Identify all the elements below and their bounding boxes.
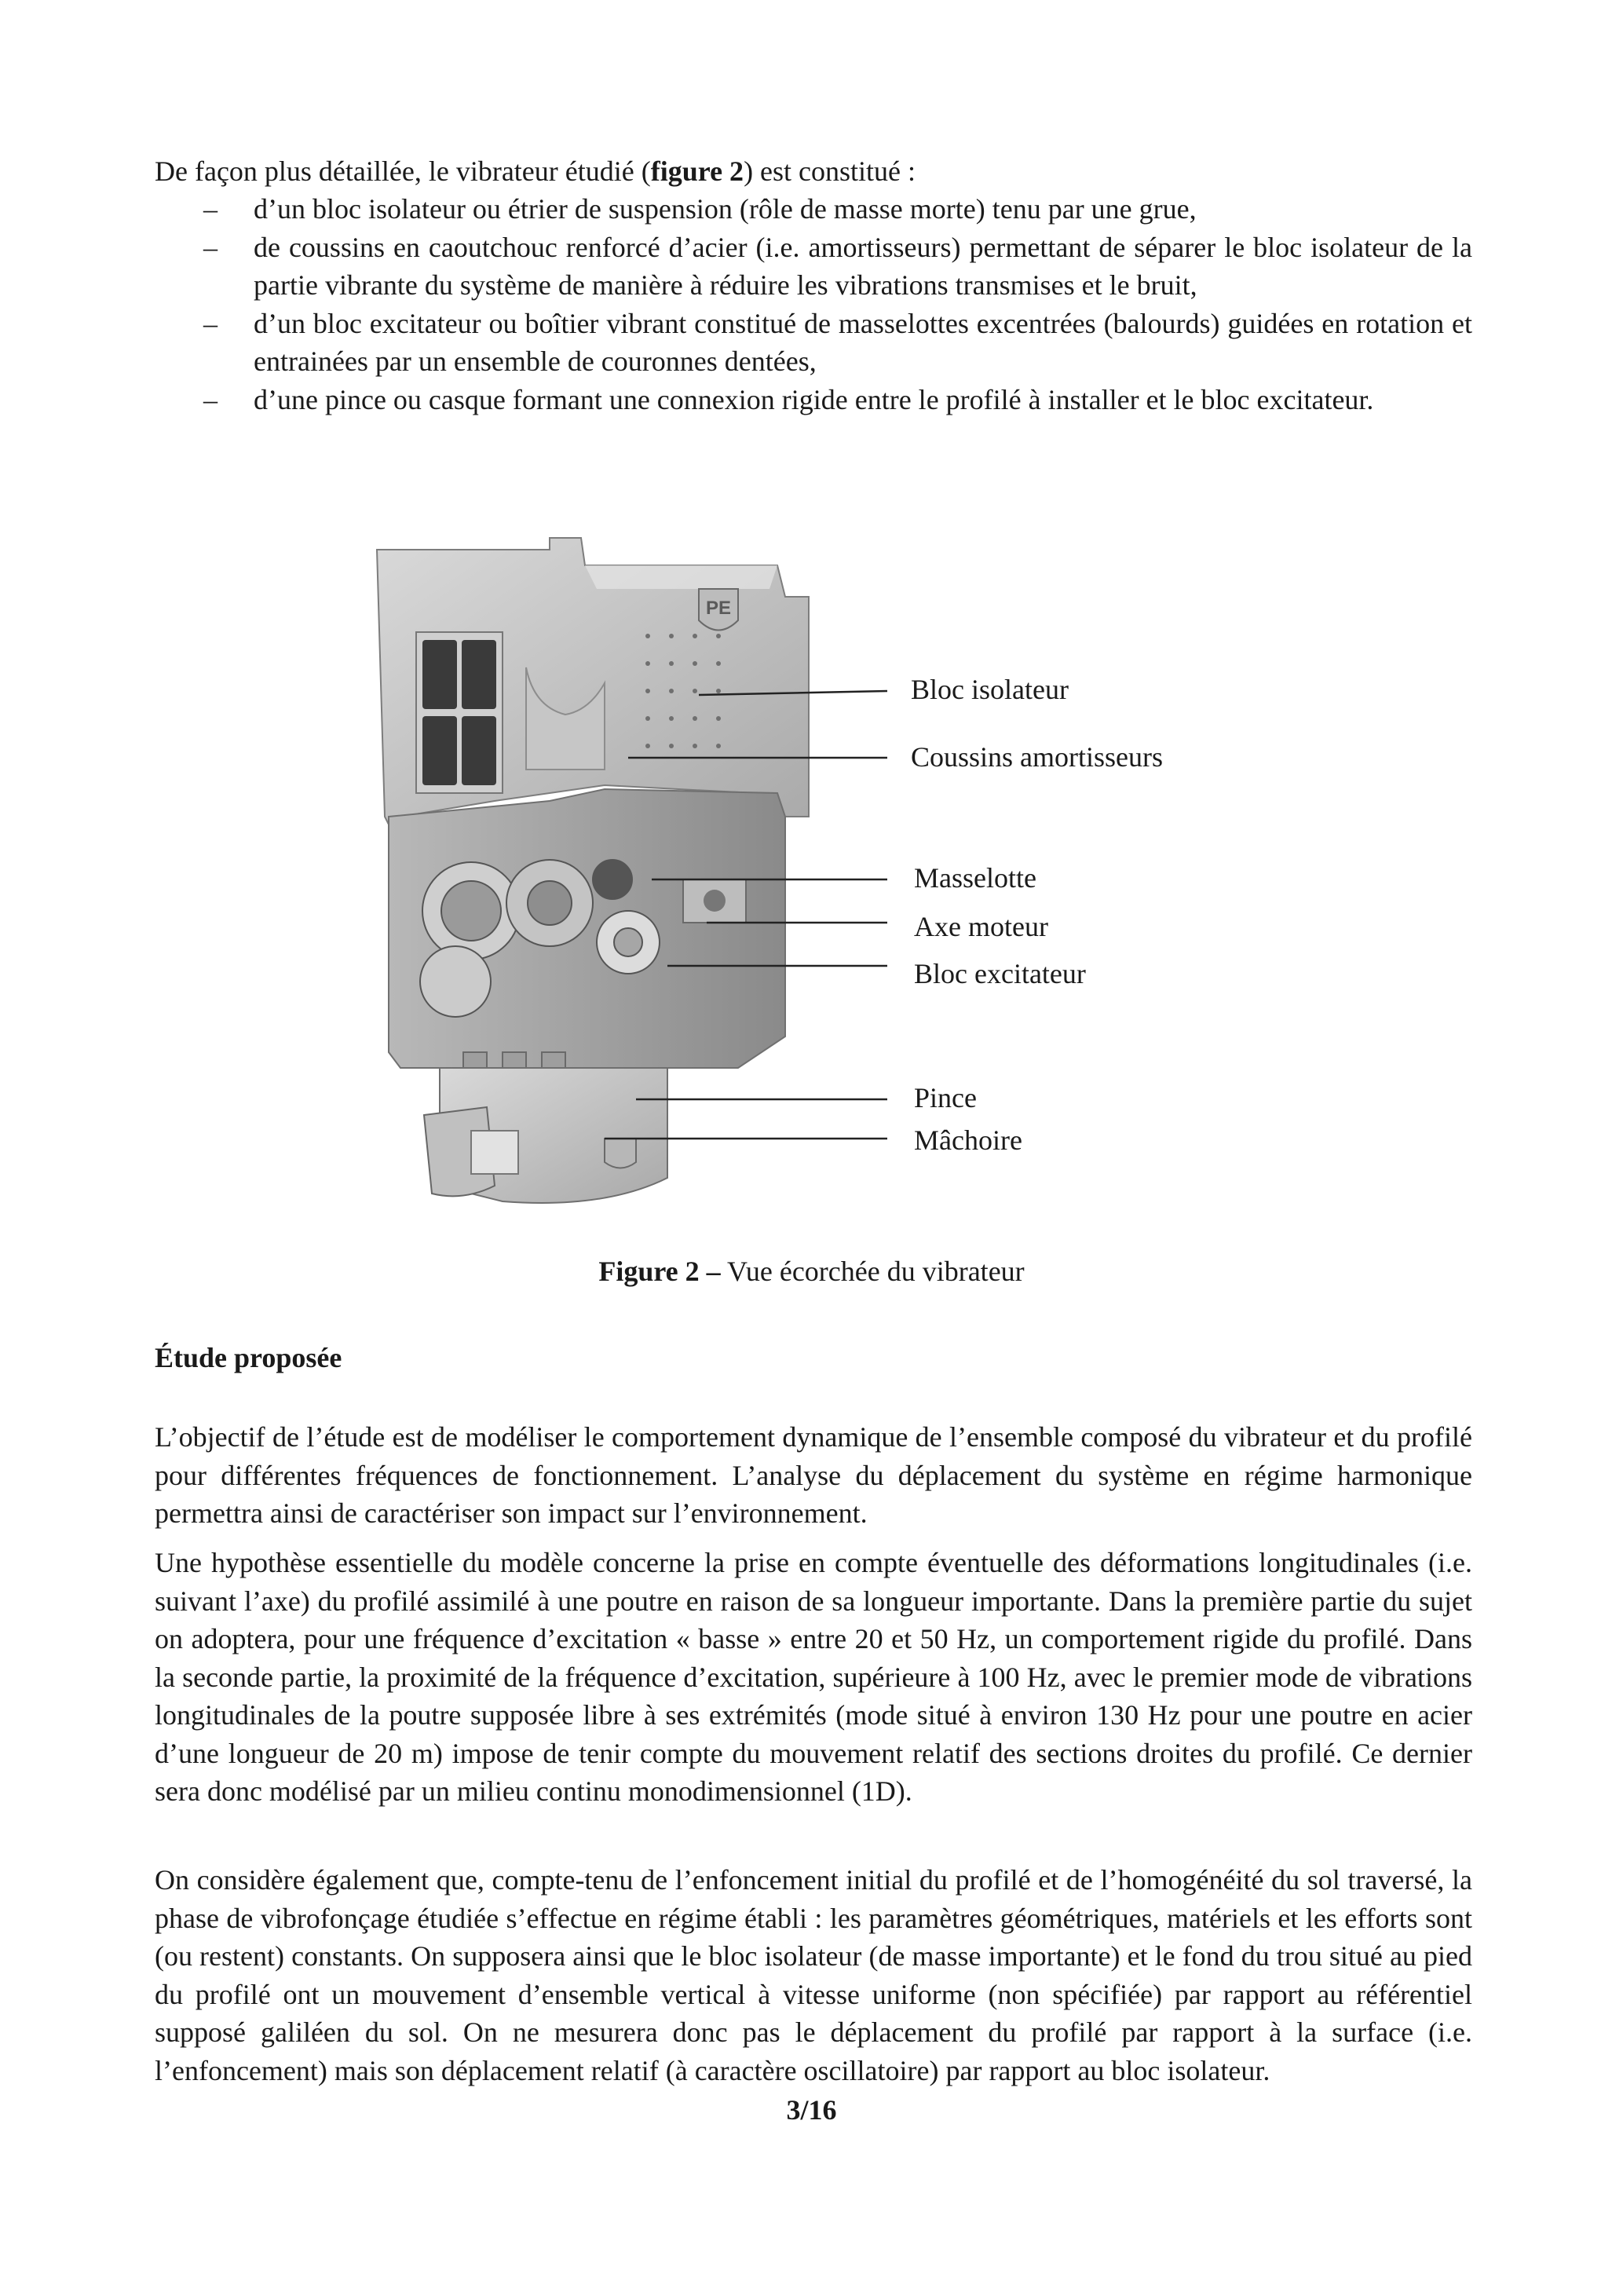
list-item bbox=[155, 190, 1472, 229]
vibrator-figure bbox=[369, 534, 1164, 1225]
intro-before: De façon plus détaillée, le vibrateur étudié ( bbox=[155, 155, 651, 187]
label-coussins-amortisseurs: Coussins amortisseurs bbox=[911, 741, 1164, 773]
caption-label: Figure 2 – bbox=[598, 1256, 721, 1287]
pe-logo-text: PE bbox=[705, 598, 732, 619]
list-dash: – bbox=[203, 193, 217, 225]
list-item-text: de coussins en caoutchouc renforcé d’acier (i.e. amortisseurs) permettant de séparer le bloc isolateur de la partie vibrante du système de manière à réduire les vibrations transmises et le bruit, bbox=[254, 231, 1472, 301]
label-machoire: Mâchoire bbox=[914, 1124, 1022, 1156]
list-dash: – bbox=[203, 307, 217, 339]
label-masselotte: Masselotte bbox=[914, 862, 1036, 894]
label-pince: Pince bbox=[914, 1082, 977, 1113]
page-number: 3/16 bbox=[786, 2094, 837, 2126]
section-heading: Étude proposée bbox=[155, 1342, 342, 1373]
list-item bbox=[155, 229, 1472, 305]
list-item bbox=[155, 305, 1472, 381]
intro-after: ) est constitué : bbox=[744, 155, 916, 187]
paragraph-regime: On considère également que, compte-tenu de l’enfoncement initial du profilé et de l’homogénéité du sol traversé, la phase de vibrofonçage étudiée s’effectue en régime établi : les paramètres géométriques, matériels et les efforts sont (ou restent) constants. On supposera ainsi que le bloc isolateur (de masse importante) et le fond du trou situé au pied du profilé ont un mouvement d’ensemble vertical à vitesse uniforme (non spécifiée) par rapport au référentiel supposé galiléen du sol. On ne mesurera donc pas le déplacement du profilé par rapport à la surface (i.e. l’enfoncement) mais son déplacement relatif (à caractère oscillatoire) par rapport au bloc isolateur. bbox=[155, 1864, 1472, 2086]
component-list bbox=[155, 190, 1472, 419]
caption-text: Vue écorchée du vibrateur bbox=[720, 1256, 1025, 1287]
list-dash: – bbox=[203, 383, 217, 415]
paragraph-hypothesis: Une hypothèse essentielle du modèle concerne la prise en compte éventuelle des déformations longitudinales (i.e. suivant l’axe) du profilé assimilé à une poutre en raison de sa longueur importante. Dans la première partie du sujet on adoptera, pour une fréquence d’excitation « basse » entre 20 et 50 Hz, un comportement rigide du profilé. Dans la seconde partie, la proximité de la fréquence d’excitation, supérieure à 100 Hz, avec le premier mode de vibrations longitudinales de la poutre supposée libre à ses extrémités (mode situé à environ 130 Hz pour une poutre en acier d’une longueur de 20 m) impose de tenir compte du mouvement relatif des sections droites du profilé. Ce dernier sera donc modélisé par un milieu continu monodimensionnel (1D). bbox=[155, 1547, 1472, 1807]
paragraph-objective: L’objectif de l’étude est de modéliser le comportement dynamique de l’ensemble composé du vibrateur et du profilé pour différentes fréquences de fonctionnement. L’analyse du déplacement du système en régime harmonique permettra ainsi de caractériser son impact sur l’environnement. bbox=[155, 1421, 1472, 1529]
list-item-text: d’un bloc excitateur ou boîtier vibrant constitué de masselottes excentrées (balourds) guidées en rotation et entrainées par un ensemble de couronnes dentées, bbox=[254, 307, 1472, 377]
list-item bbox=[155, 381, 1472, 419]
label-bloc-excitateur: Bloc excitateur bbox=[914, 958, 1086, 989]
list-dash: – bbox=[203, 231, 217, 263]
label-bloc-isolateur: Bloc isolateur bbox=[911, 674, 1069, 705]
figure-reference: figure 2 bbox=[650, 155, 744, 187]
figure-caption bbox=[0, 1255, 1623, 1288]
intro-sentence bbox=[155, 152, 1472, 191]
list-item-text: d’un bloc isolateur ou étrier de suspension (rôle de masse morte) tenu par une grue, bbox=[254, 193, 1197, 225]
vibrator-cutaway-illustration bbox=[369, 534, 974, 1225]
list-item-text: d’une pince ou casque formant une connexion rigide entre le profilé à installer et le bloc excitateur. bbox=[254, 383, 1374, 415]
label-axe-moteur: Axe moteur bbox=[914, 911, 1048, 942]
rubber-cushions bbox=[416, 632, 503, 793]
